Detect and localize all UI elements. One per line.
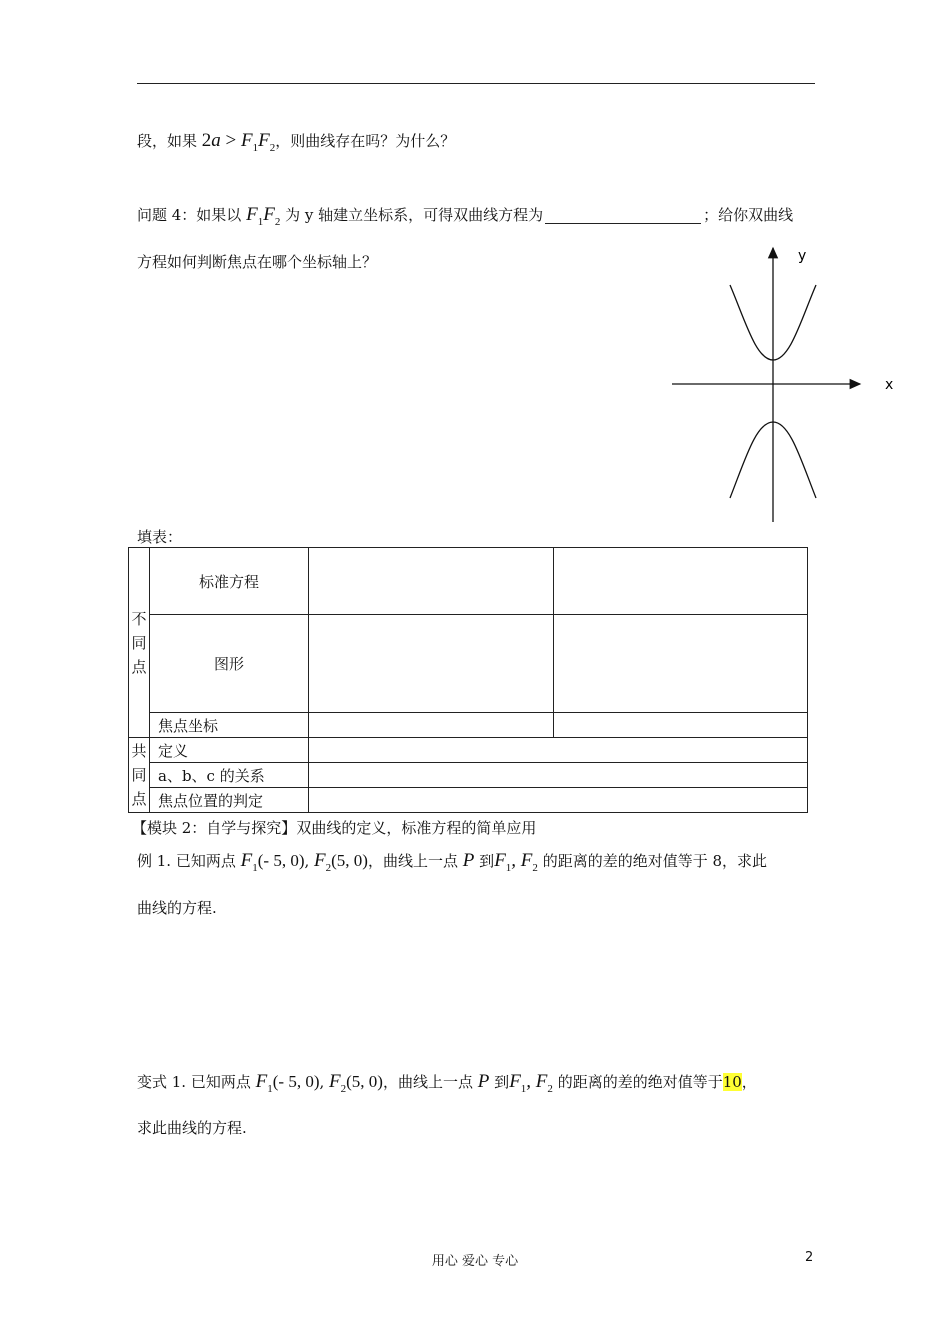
diff-char-2: 同 <box>131 633 147 652</box>
question-4-line1 <box>137 204 793 233</box>
cell-abc[interactable] <box>309 763 808 788</box>
comparison-table <box>128 547 808 813</box>
question-4-tail: ；给你双曲线 <box>703 206 794 224</box>
question-4-line2: 方程如何判断焦点在哪个坐标轴上？ <box>137 253 378 271</box>
row-shape: 图形 <box>150 615 309 713</box>
example-1-to: 到 <box>479 852 495 870</box>
footer-text: 用心 爱心 专心 <box>431 1254 519 1269</box>
math-2a-gt-f1f2: $2a > F_1F_2$ <box>201 130 276 154</box>
same-char-3: 点 <box>131 790 147 808</box>
question-prev-prefix: 段，如果 <box>137 132 198 150</box>
row-definition: 定义 <box>150 738 309 763</box>
question-prev-line <box>137 130 455 159</box>
y-axis-label: y <box>798 248 807 264</box>
math-f1f2: $F_1F_2$ <box>246 204 281 228</box>
same-char-1: 共 <box>131 742 147 760</box>
question-4-label: 问题 4：如果以 <box>137 206 242 224</box>
variant-1-tail: 的距离的差的绝对值等于 <box>557 1073 723 1091</box>
cell-shape-1[interactable] <box>309 615 554 713</box>
cell-focus-1[interactable] <box>309 713 554 738</box>
question-prev-suffix: ，则曲线存在吗？为什么？ <box>275 132 456 150</box>
row-focus-judge: 焦点位置的判定 <box>150 788 309 813</box>
example-1-tail: 的距离的差的绝对值等于 8，求此 <box>542 852 768 870</box>
x-axis-label: x <box>885 377 894 393</box>
variant-1-mid: 曲线上一点 <box>397 1073 473 1091</box>
module-2-bracket: 【模块 2：自学与探究】 <box>132 819 297 837</box>
math-f1-point: $F_1(-$ 5, 0) <box>255 1071 320 1095</box>
math-f1-point: $F_1(-$ 5, 0) <box>240 850 305 874</box>
math-f2-point: $F_2(5$, 0) <box>314 850 368 874</box>
cell-judge[interactable] <box>309 788 808 813</box>
cell-std-2[interactable] <box>554 548 808 615</box>
diff-char-1: 不 <box>131 609 147 628</box>
page-number: 2 <box>805 1250 814 1265</box>
variant-1-line2: 求此曲线的方程. <box>137 1119 247 1137</box>
math-f2-point: $F_2(5$, 0) <box>329 1071 383 1095</box>
hyperbola-graph <box>660 240 910 530</box>
variant-1-line1: 变式 1. 已知两点 $F_1(-$ 5, 0), $F_2(5$, 0)，曲线上一点 P 到$F_1$, $F_2$ 的距离的差的绝对值等于10， <box>137 1071 757 1095</box>
module-2-heading <box>132 817 536 839</box>
same-group-cell <box>129 738 150 813</box>
math-p: P <box>462 850 475 871</box>
cell-focus-2[interactable] <box>554 713 808 738</box>
highlighted-value: 10 <box>722 1073 742 1091</box>
answer-blank[interactable] <box>545 209 701 224</box>
row-focus-coords: 焦点坐标 <box>150 713 309 738</box>
header-rule <box>137 83 815 84</box>
diff-char-3: 点 <box>131 657 147 676</box>
question-4-text: 为 y 轴建立坐标系，可得双曲线方程为 <box>285 206 544 224</box>
variant-1-label: 变式 1. 已知两点 <box>137 1073 251 1091</box>
example-1-line1: 例 1. 已知两点 $F_1(-$ 5, 0), $F_2(5$, 0)，曲线上一点 P 到$F_1$, $F_2$ 的距离的差的绝对值等于 8，求此 <box>137 850 768 874</box>
math-f1-f2: $F_1$, $F_2$ <box>494 850 538 874</box>
math-p: P <box>477 1071 490 1092</box>
row-abc-relation: a、b、c 的关系 <box>150 763 309 788</box>
same-char-2: 同 <box>131 766 147 784</box>
example-1-label: 例 1. 已知两点 <box>137 852 236 870</box>
variant-1-to: 到 <box>494 1073 510 1091</box>
module-2-text: 双曲线的定义，标准方程的简单应用 <box>296 819 537 837</box>
math-f1-f2: $F_1$, $F_2$ <box>509 1071 553 1095</box>
row-standard-equation: 标准方程 <box>150 548 309 615</box>
fill-table-label: 填表： <box>137 528 183 546</box>
variant-1-comma: ， <box>741 1073 757 1091</box>
cell-definition[interactable] <box>309 738 808 763</box>
diff-group-cell <box>129 548 150 738</box>
cell-shape-2[interactable] <box>554 615 808 713</box>
cell-std-1[interactable] <box>309 548 554 615</box>
example-1-line2: 曲线的方程. <box>137 899 217 917</box>
example-1-mid: 曲线上一点 <box>382 852 458 870</box>
